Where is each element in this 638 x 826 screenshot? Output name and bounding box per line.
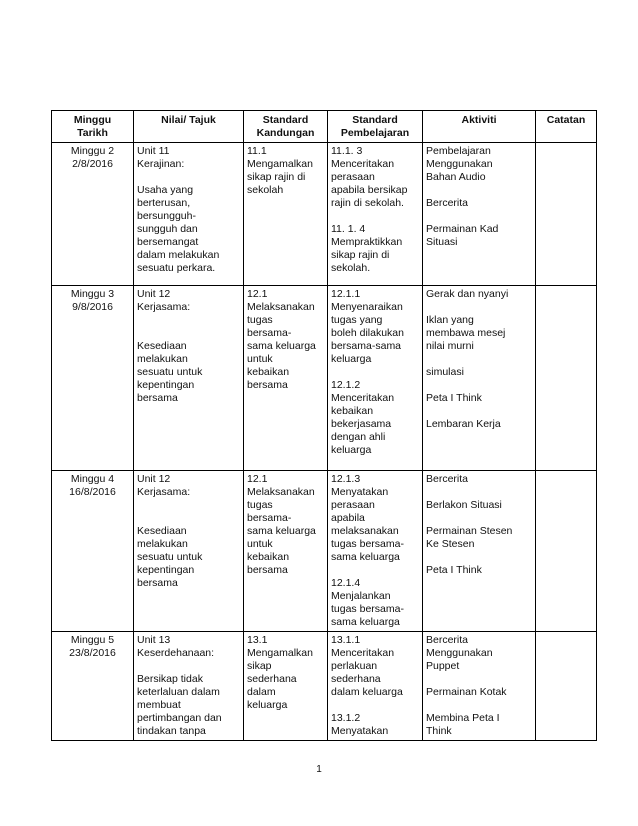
cell-text: membuat (137, 699, 181, 711)
cell-text: Usaha yang (137, 184, 194, 196)
cell-text: keluarga (331, 353, 372, 365)
cell-text: Bercerita (426, 197, 469, 209)
cell-text (426, 184, 532, 197)
cell-text: bersama-sama (331, 340, 402, 352)
cell-text: sama keluarga (247, 340, 316, 352)
cell-text: Melaksanakan (247, 486, 315, 498)
table-row (52, 286, 597, 471)
cell-aktiviti (423, 286, 536, 471)
cell-text: tugas (247, 314, 273, 326)
cell-text: 11. 1. 4 (331, 223, 366, 235)
cell-text: 9/8/2016 (72, 301, 113, 313)
cell-text: untuk (247, 538, 273, 550)
cell-text: apabila (331, 512, 365, 524)
cell-text: Kerajinan: (137, 158, 185, 170)
cell-text (137, 171, 240, 184)
cell-text: perasaan (331, 171, 375, 183)
cell-text: Iklan yang (426, 314, 474, 326)
header-text: Tarikh (77, 127, 108, 139)
cell-text: bersungguh- (137, 210, 196, 222)
cell-text: sesuatu untuk (137, 551, 203, 563)
cell-text: 13.1 (247, 634, 268, 646)
cell-standard-pembelajaran (328, 286, 423, 471)
cell-text (137, 660, 240, 673)
cell-text: Minggu 4 (70, 473, 115, 485)
cell-text: bersama (137, 577, 178, 589)
cell-aktiviti (423, 632, 536, 741)
cell-text (426, 551, 532, 564)
cell-text: dalam melakukan (137, 249, 220, 261)
cell-text: Minggu 2 (70, 145, 115, 157)
cell-text: Kesediaan (137, 525, 187, 537)
cell-text (331, 699, 419, 712)
cell-aktiviti (423, 471, 536, 632)
cell-text: Gerak dan nyanyi (426, 288, 509, 300)
cell-text: 23/8/2016 (69, 647, 116, 659)
cell-text: dalam (247, 686, 276, 698)
cell-text: Menjalankan (331, 590, 391, 602)
cell-standard-kandungan (244, 286, 328, 471)
cell-text: tugas bersama- (331, 538, 404, 550)
cell-text: 13.1.2 (331, 712, 361, 724)
header-text: Standard (262, 114, 309, 126)
cell-text (331, 564, 419, 577)
cell-text: sama keluarga (247, 525, 316, 537)
cell-text: sekolah (247, 184, 284, 196)
cell-text (137, 327, 240, 340)
cell-text: bersama (137, 392, 178, 404)
cell-text: tugas bersama- (331, 603, 404, 615)
cell-text: melakukan (137, 353, 188, 365)
cell-standard-pembelajaran (328, 471, 423, 632)
cell-text (426, 486, 532, 499)
cell-nilai-tajuk (134, 632, 244, 741)
cell-nilai-tajuk (134, 286, 244, 471)
cell-text: Unit 12 (137, 473, 171, 485)
cell-text (426, 699, 532, 712)
cell-standard-pembelajaran (328, 632, 423, 741)
cell-text: Membina Peta I (426, 712, 500, 724)
cell-text: melaksanakan (331, 525, 399, 537)
cell-text: 11.1 (247, 145, 267, 157)
cell-text: sesuatu perkara. (137, 262, 216, 274)
cell-catatan (536, 632, 597, 741)
cell-text: sama keluarga (331, 616, 400, 628)
header-row (52, 111, 597, 143)
cell-aktiviti (423, 143, 536, 286)
cell-text: Bahan Audio (426, 171, 486, 183)
cell-text: tindakan tanpa (137, 725, 206, 737)
cell-text: Ke Stesen (426, 538, 475, 550)
cell-text: Peta I Think (426, 392, 482, 404)
cell-text: 11.1. 3 (331, 145, 363, 157)
cell-text: apabila bersikap (331, 184, 408, 196)
cell-text: 16/8/2016 (69, 486, 116, 498)
cell-text (331, 366, 419, 379)
header-standard-pembelajaran (328, 111, 423, 143)
cell-text: pertimbangan dan (137, 712, 222, 724)
cell-nilai-tajuk (134, 471, 244, 632)
cell-text: Situasi (426, 236, 458, 248)
cell-text: keterlaluan dalam (137, 686, 220, 698)
cell-text: Menyenaraikan (331, 301, 403, 313)
cell-text: Think (426, 725, 452, 737)
cell-standard-kandungan (244, 143, 328, 286)
cell-text: kebaikan (247, 366, 290, 378)
cell-text: sederhana (331, 673, 381, 685)
cell-text: bersama (247, 564, 288, 576)
cell-text (426, 301, 532, 314)
cell-text (331, 210, 419, 223)
cell-text: Menceritakan (331, 647, 395, 659)
cell-text: sungguh dan (137, 223, 198, 235)
cell-catatan (536, 143, 597, 286)
cell-text: Menyatakan (331, 486, 389, 498)
header-minggu-tarikh (52, 111, 134, 143)
cell-text: Permainan Kad (426, 223, 499, 235)
cell-text: Bercerita (426, 473, 469, 485)
cell-text (426, 512, 532, 525)
cell-text: Unit 12 (137, 288, 171, 300)
cell-text: Menyatakan (331, 725, 389, 737)
cell-text: Menceritakan (331, 158, 395, 170)
cell-text: rajin di sekolah. (331, 197, 404, 209)
cell-text: Peta I Think (426, 564, 482, 576)
table-row (52, 632, 597, 741)
cell-text: sikap rajin di (247, 171, 306, 183)
header-catatan (536, 111, 597, 143)
cell-text: kepentingan (137, 564, 195, 576)
cell-nilai-tajuk (134, 143, 244, 286)
header-text: Kandungan (256, 127, 315, 139)
cell-text: untuk (247, 353, 273, 365)
cell-standard-pembelajaran (328, 143, 423, 286)
table-row (52, 143, 597, 286)
cell-text: kebaikan (247, 551, 290, 563)
header-aktiviti (423, 111, 536, 143)
cell-text: dengan ahli (331, 431, 386, 443)
cell-text: bersama- (247, 512, 292, 524)
cell-text: nilai murni (426, 340, 474, 352)
cell-text: boleh dilakukan (331, 327, 404, 339)
cell-text: kebaikan (331, 405, 374, 417)
cell-text: Kerjasama: (137, 301, 191, 313)
cell-text: sikap (247, 660, 272, 672)
cell-text (426, 353, 532, 366)
cell-standard-kandungan (244, 632, 328, 741)
header-text: Standard (352, 114, 398, 126)
cell-text: bersama (247, 379, 288, 391)
cell-text: 13.1.1 (331, 634, 361, 646)
cell-text: Unit 13 (137, 634, 171, 646)
cell-text: sederhana (247, 673, 297, 685)
cell-minggu-tarikh (52, 632, 134, 741)
cell-text: perlakuan (331, 660, 378, 672)
cell-catatan (536, 286, 597, 471)
cell-text: keluarga (247, 699, 288, 711)
cell-text: bekerjasama (331, 418, 392, 430)
cell-text (426, 379, 532, 392)
cell-text: Melaksanakan (247, 301, 315, 313)
cell-text: Unit 11 (137, 145, 170, 157)
cell-text: perasaan (331, 499, 375, 511)
cell-standard-kandungan (244, 471, 328, 632)
cell-text: dalam keluarga (331, 686, 403, 698)
cell-text: keluarga (331, 444, 372, 456)
header-text: Aktiviti (461, 114, 497, 126)
cell-text: sikap rajin di (331, 249, 390, 261)
cell-text: Lembaran Kerja (426, 418, 501, 430)
cell-text: Minggu 5 (70, 634, 115, 646)
cell-text: Berlakon Situasi (426, 499, 502, 511)
cell-text (426, 673, 532, 686)
cell-text: Kesediaan (137, 340, 187, 352)
cell-text: Minggu 3 (70, 288, 115, 300)
lesson-plan-table (51, 110, 597, 741)
cell-text (426, 210, 532, 223)
cell-text: 12.1 (247, 473, 268, 485)
cell-text: simulasi (426, 366, 464, 378)
cell-text: Menggunakan (426, 647, 493, 659)
cell-text: 12.1 (247, 288, 268, 300)
page-number: 1 (316, 764, 322, 775)
cell-text: kepentingan (137, 379, 195, 391)
cell-text (137, 512, 240, 525)
header-text: Catatan (546, 114, 586, 126)
cell-text: 12.1.4 (331, 577, 361, 589)
header-text: Minggu (73, 114, 112, 126)
cell-text: berterusan, (137, 197, 191, 209)
cell-text (137, 499, 240, 512)
cell-text: membawa mesej (426, 327, 506, 339)
cell-text: bersama- (247, 327, 292, 339)
cell-text: Keserdehanaan: (137, 647, 215, 659)
cell-text: Pembelajaran (426, 145, 491, 157)
table-row (52, 471, 597, 632)
cell-text: Kerjasama: (137, 486, 191, 498)
cell-text: Puppet (426, 660, 460, 672)
cell-minggu-tarikh (52, 286, 134, 471)
cell-text: sekolah. (331, 262, 371, 274)
cell-text: Bercerita (426, 634, 469, 646)
cell-minggu-tarikh (52, 471, 134, 632)
cell-minggu-tarikh (52, 143, 134, 286)
cell-text (426, 405, 532, 418)
cell-text: 12.1.1 (331, 288, 361, 300)
cell-text: melakukan (137, 538, 188, 550)
cell-text: 12.1.2 (331, 379, 361, 391)
cell-text: Permainan Stesen (426, 525, 513, 537)
cell-text: Permainan Kotak (426, 686, 507, 698)
cell-text: 2/8/2016 (72, 158, 113, 170)
cell-text: sama keluarga (331, 551, 400, 563)
cell-text: Menceritakan (331, 392, 395, 404)
cell-text: Mempraktikkan (331, 236, 403, 248)
cell-text: Mengamalkan (247, 647, 313, 659)
cell-catatan (536, 471, 597, 632)
cell-text: tugas (247, 499, 273, 511)
header-standard-kandungan (244, 111, 328, 143)
cell-text: sesuatu untuk (137, 366, 203, 378)
cell-text: Bersikap tidak (137, 673, 203, 685)
header-text: Nilai/ Tajuk (161, 114, 216, 126)
cell-text: tugas yang (331, 314, 383, 326)
cell-text (137, 314, 240, 327)
header-text: Pembelajaran (340, 127, 410, 139)
cell-text: Mengamalkan (247, 158, 313, 170)
cell-text: bersemangat (137, 236, 199, 248)
cell-text: Menggunakan (426, 158, 493, 170)
cell-text: 12.1.3 (331, 473, 361, 485)
header-nilai-tajuk (134, 111, 244, 143)
